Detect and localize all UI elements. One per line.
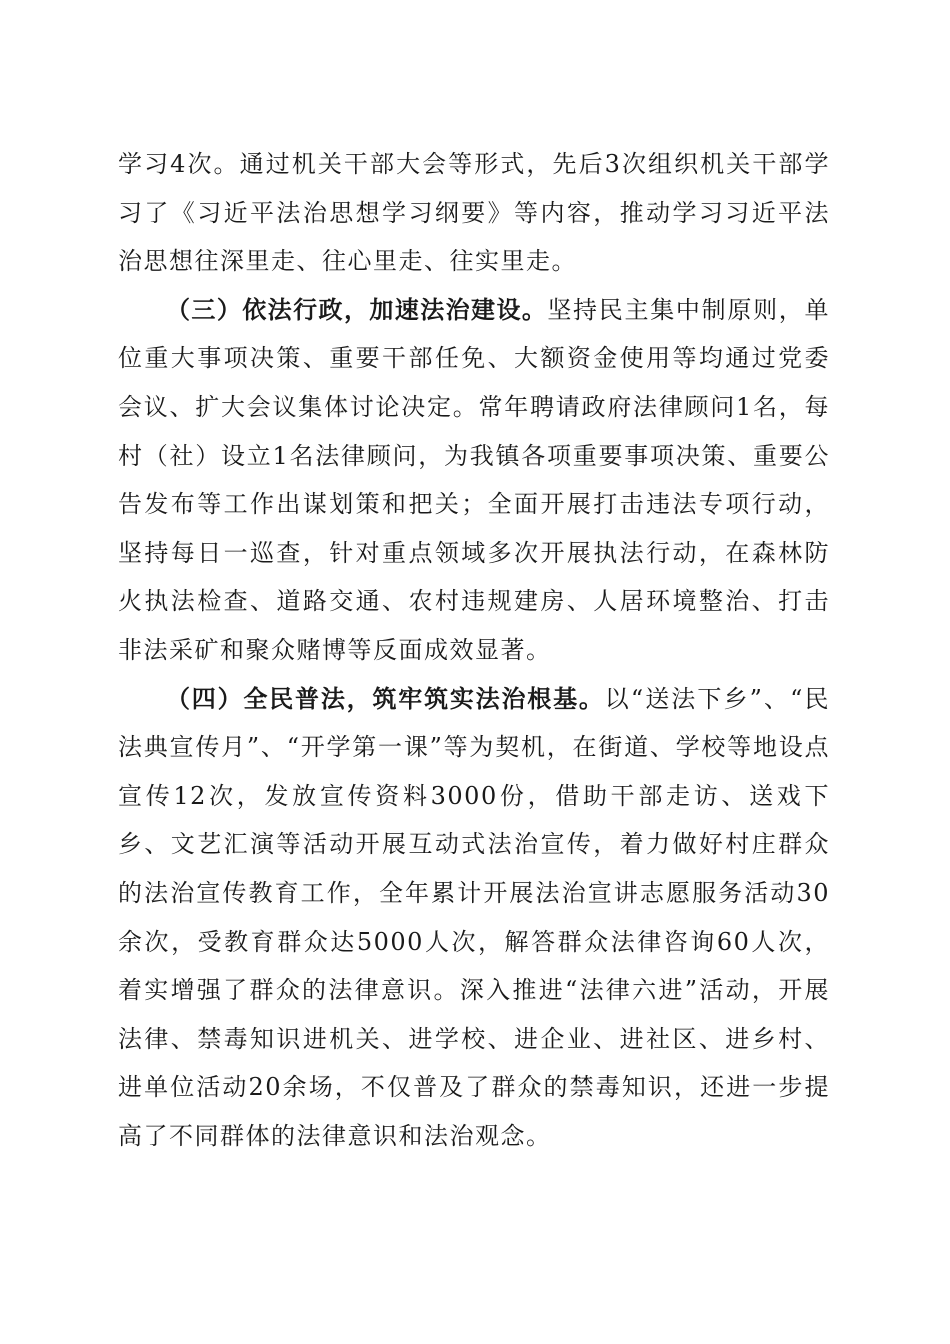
paragraph-section-3 bbox=[118, 286, 830, 675]
section-heading-4: （四）全民普法，筑牢筑实法治根基。 bbox=[166, 684, 605, 713]
paragraph-continuation bbox=[118, 140, 830, 286]
section-heading-3: （三）依法行政，加速法治建设。 bbox=[166, 295, 548, 324]
document-body bbox=[118, 140, 830, 1160]
paragraph-section-4 bbox=[118, 675, 830, 1161]
paragraph-text: 以“送法下乡”、“民法典宣传月”、“开学第一课”等为契机，在街道、学校等地设点宣传12次，发放宣传资料3000份，借助干部走访、送戏下乡、文艺汇演等活动开展互动式法治宣传，着力做好村庄群众的法治宣传教育工作，全年累计开展法治宣讲志愿服务活动30余次，受教育群众达5000人次，解答群众法律咨询60人次，着实增强了群众的法律意识。深入推进“法律六进”活动，开展法律、禁毒知识进机关、进学校、进企业、进社区、进乡村、进单位活动20余场，不仅普及了群众的禁毒知识，还进一步提高了不同群体的法律意识和法治观念。 bbox=[118, 684, 830, 1150]
paragraph-text: 学习4次。通过机关干部大会等形式，先后3次组织机关干部学习了《习近平法治思想学习纲要》等内容，推动学习习近平法治思想往深里走、往心里走、往实里走。 bbox=[118, 150, 830, 276]
paragraph-text: 坚持民主集中制原则，单位重大事项决策、重要干部任免、大额资金使用等均通过党委会议、扩大会议集体讨论决定。常年聘请政府法律顾问1名，每村（社）设立1名法律顾问，为我镇各项重要事项决策、重要公告发布等工作出谋划策和把关；全面开展打击违法专项行动，坚持每日一巡查，针对重点领域多次开展执法行动，在森林防火执法检查、道路交通、农村违规建房、人居环境整治、打击非法采矿和聚众赌博等反面成效显著。 bbox=[118, 295, 831, 664]
